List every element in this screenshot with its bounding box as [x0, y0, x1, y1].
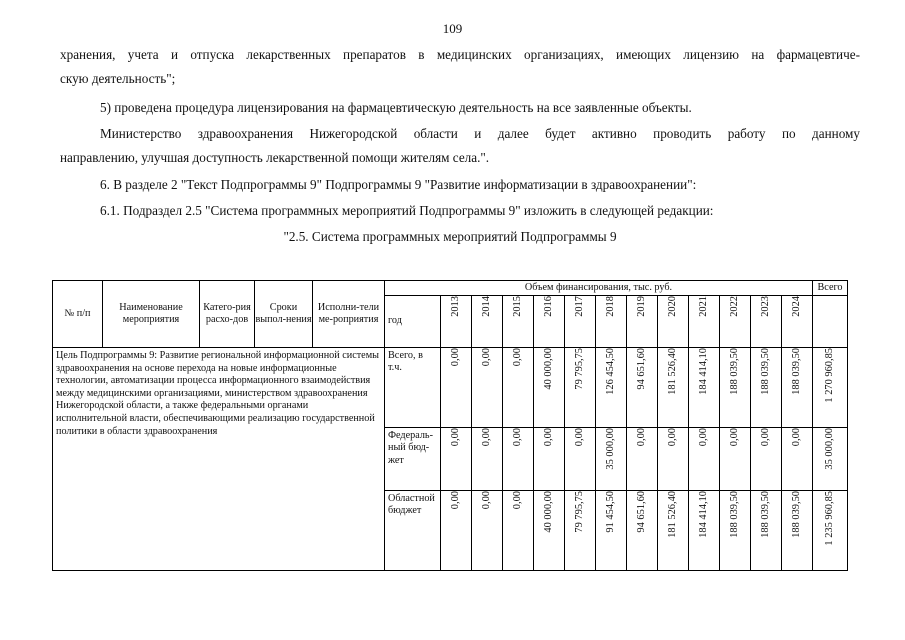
header-funding: Объем финансирования, тыс. руб.: [385, 281, 813, 296]
funding-value: 40 000,00: [542, 491, 554, 533]
funding-value: 0,00: [511, 348, 523, 367]
funding-value: 184 414,10: [697, 491, 709, 538]
funding-total: 1 235 960,85: [823, 491, 835, 546]
header-total: Всего: [813, 281, 848, 296]
funding-value: 0,00: [480, 491, 492, 510]
header-terms: Сроки выпол-нения: [255, 281, 313, 348]
funding-value: 188 039,50: [790, 491, 802, 538]
year-header: 2016: [542, 296, 554, 317]
funding-value: 0,00: [697, 428, 709, 447]
header-num: № п/п: [53, 281, 103, 348]
year-header: 2015: [511, 296, 523, 317]
year-header: 2019: [635, 296, 647, 317]
year-header: 2018: [604, 296, 616, 317]
row-label-federal: Федераль-ный бюд-жет: [385, 428, 441, 491]
funding-value: 188 039,50: [759, 491, 771, 538]
year-header: 2017: [573, 296, 585, 317]
paragraph-line: скую деятельность";: [60, 71, 176, 86]
section-heading: "2.5. Система программных мероприятий Подпрограммы 9: [283, 229, 617, 244]
year-header: 2013: [449, 296, 461, 317]
funding-total: 1 270 960,85: [823, 348, 835, 403]
funding-value: 0,00: [449, 348, 461, 367]
funding-value: 0,00: [511, 491, 523, 510]
funding-table: [52, 280, 848, 571]
funding-value: 181 526,40: [666, 491, 678, 538]
paragraph-line: хранения, учета и отпуска лекарственных препаратов в медицинских организациях, имеющих лицензию на фармацевтиче-: [60, 47, 860, 62]
funding-value: 91 454,50: [604, 491, 616, 533]
funding-value: 0,00: [666, 428, 678, 447]
funding-value: 94 651,60: [635, 491, 647, 533]
year-header: 2022: [728, 296, 740, 317]
funding-value: 40 000,00: [542, 348, 554, 390]
year-header: 2021: [697, 296, 709, 317]
funding-value: 188 039,50: [728, 348, 740, 395]
header-category: Катего-рия расхо-дов: [200, 281, 255, 348]
funding-value: 188 039,50: [728, 491, 740, 538]
paragraph-line: 6.1. Подраздел 2.5 "Система программных мероприятий Подпрограммы 9" изложить в следующей редакции:: [100, 203, 714, 218]
funding-value: 0,00: [573, 428, 585, 447]
year-header: 2014: [480, 296, 492, 317]
funding-value: 0,00: [635, 428, 647, 447]
funding-total: 35 000,00: [823, 428, 835, 470]
funding-value: 188 039,50: [759, 348, 771, 395]
funding-value: 0,00: [759, 428, 771, 447]
funding-value: 0,00: [480, 428, 492, 447]
funding-value: 181 526,40: [666, 348, 678, 395]
row-label-regional: Областной бюджет: [385, 491, 441, 571]
page-number: 109: [442, 21, 463, 36]
paragraph-line: направлению, улучшая доступность лекарственной помощи жителям села.".: [60, 150, 490, 165]
funding-value: 0,00: [449, 491, 461, 510]
header-year: год: [385, 296, 441, 348]
funding-value: 79 795,75: [573, 348, 585, 390]
paragraph-line: 5) проведена процедура лицензирования на фармацевтическую деятельность на все заявленные объекты.: [100, 100, 692, 115]
funding-value: 0,00: [480, 348, 492, 367]
funding-value: 126 454,50: [604, 348, 616, 395]
header-executors: Исполни-тели ме-роприятия: [313, 281, 385, 348]
funding-value: 0,00: [790, 428, 802, 447]
paragraph-line: 6. В разделе 2 "Текст Подпрограммы 9" Подпрограммы 9 "Развитие информатизации в здравоохранении":: [100, 177, 697, 192]
year-header: 2020: [666, 296, 678, 317]
funding-value: 79 795,75: [573, 491, 585, 533]
program-goal: Цель Подпрограммы 9: Развитие региональной информационной системы здравоохранения на основе перехода на новые информационные технологии, автоматизации процесса информационного взаимодействия между медицинскими организациями, министерством здравоохранения Нижегородской области, а также федеральными органами исполнительной власти, обеспечивающими реализацию государственной политики в области здравоохранения: [53, 348, 385, 571]
funding-value: 0,00: [728, 428, 740, 447]
funding-value: 35 000,00: [604, 428, 616, 470]
funding-value: 0,00: [511, 428, 523, 447]
funding-value: 188 039,50: [790, 348, 802, 395]
funding-value: 0,00: [542, 428, 554, 447]
funding-value: 94 651,60: [635, 348, 647, 390]
header-name: Наименование мероприятия: [103, 281, 200, 348]
row-label-total: Всего, в т.ч.: [385, 348, 441, 428]
funding-value: 184 414,10: [697, 348, 709, 395]
year-header: 2023: [759, 296, 771, 317]
paragraph-line: Министерство здравоохранения Нижегородской области и далее будет активно проводить работу по данному: [100, 126, 860, 141]
year-header: 2024: [790, 296, 802, 317]
funding-value: 0,00: [449, 428, 461, 447]
